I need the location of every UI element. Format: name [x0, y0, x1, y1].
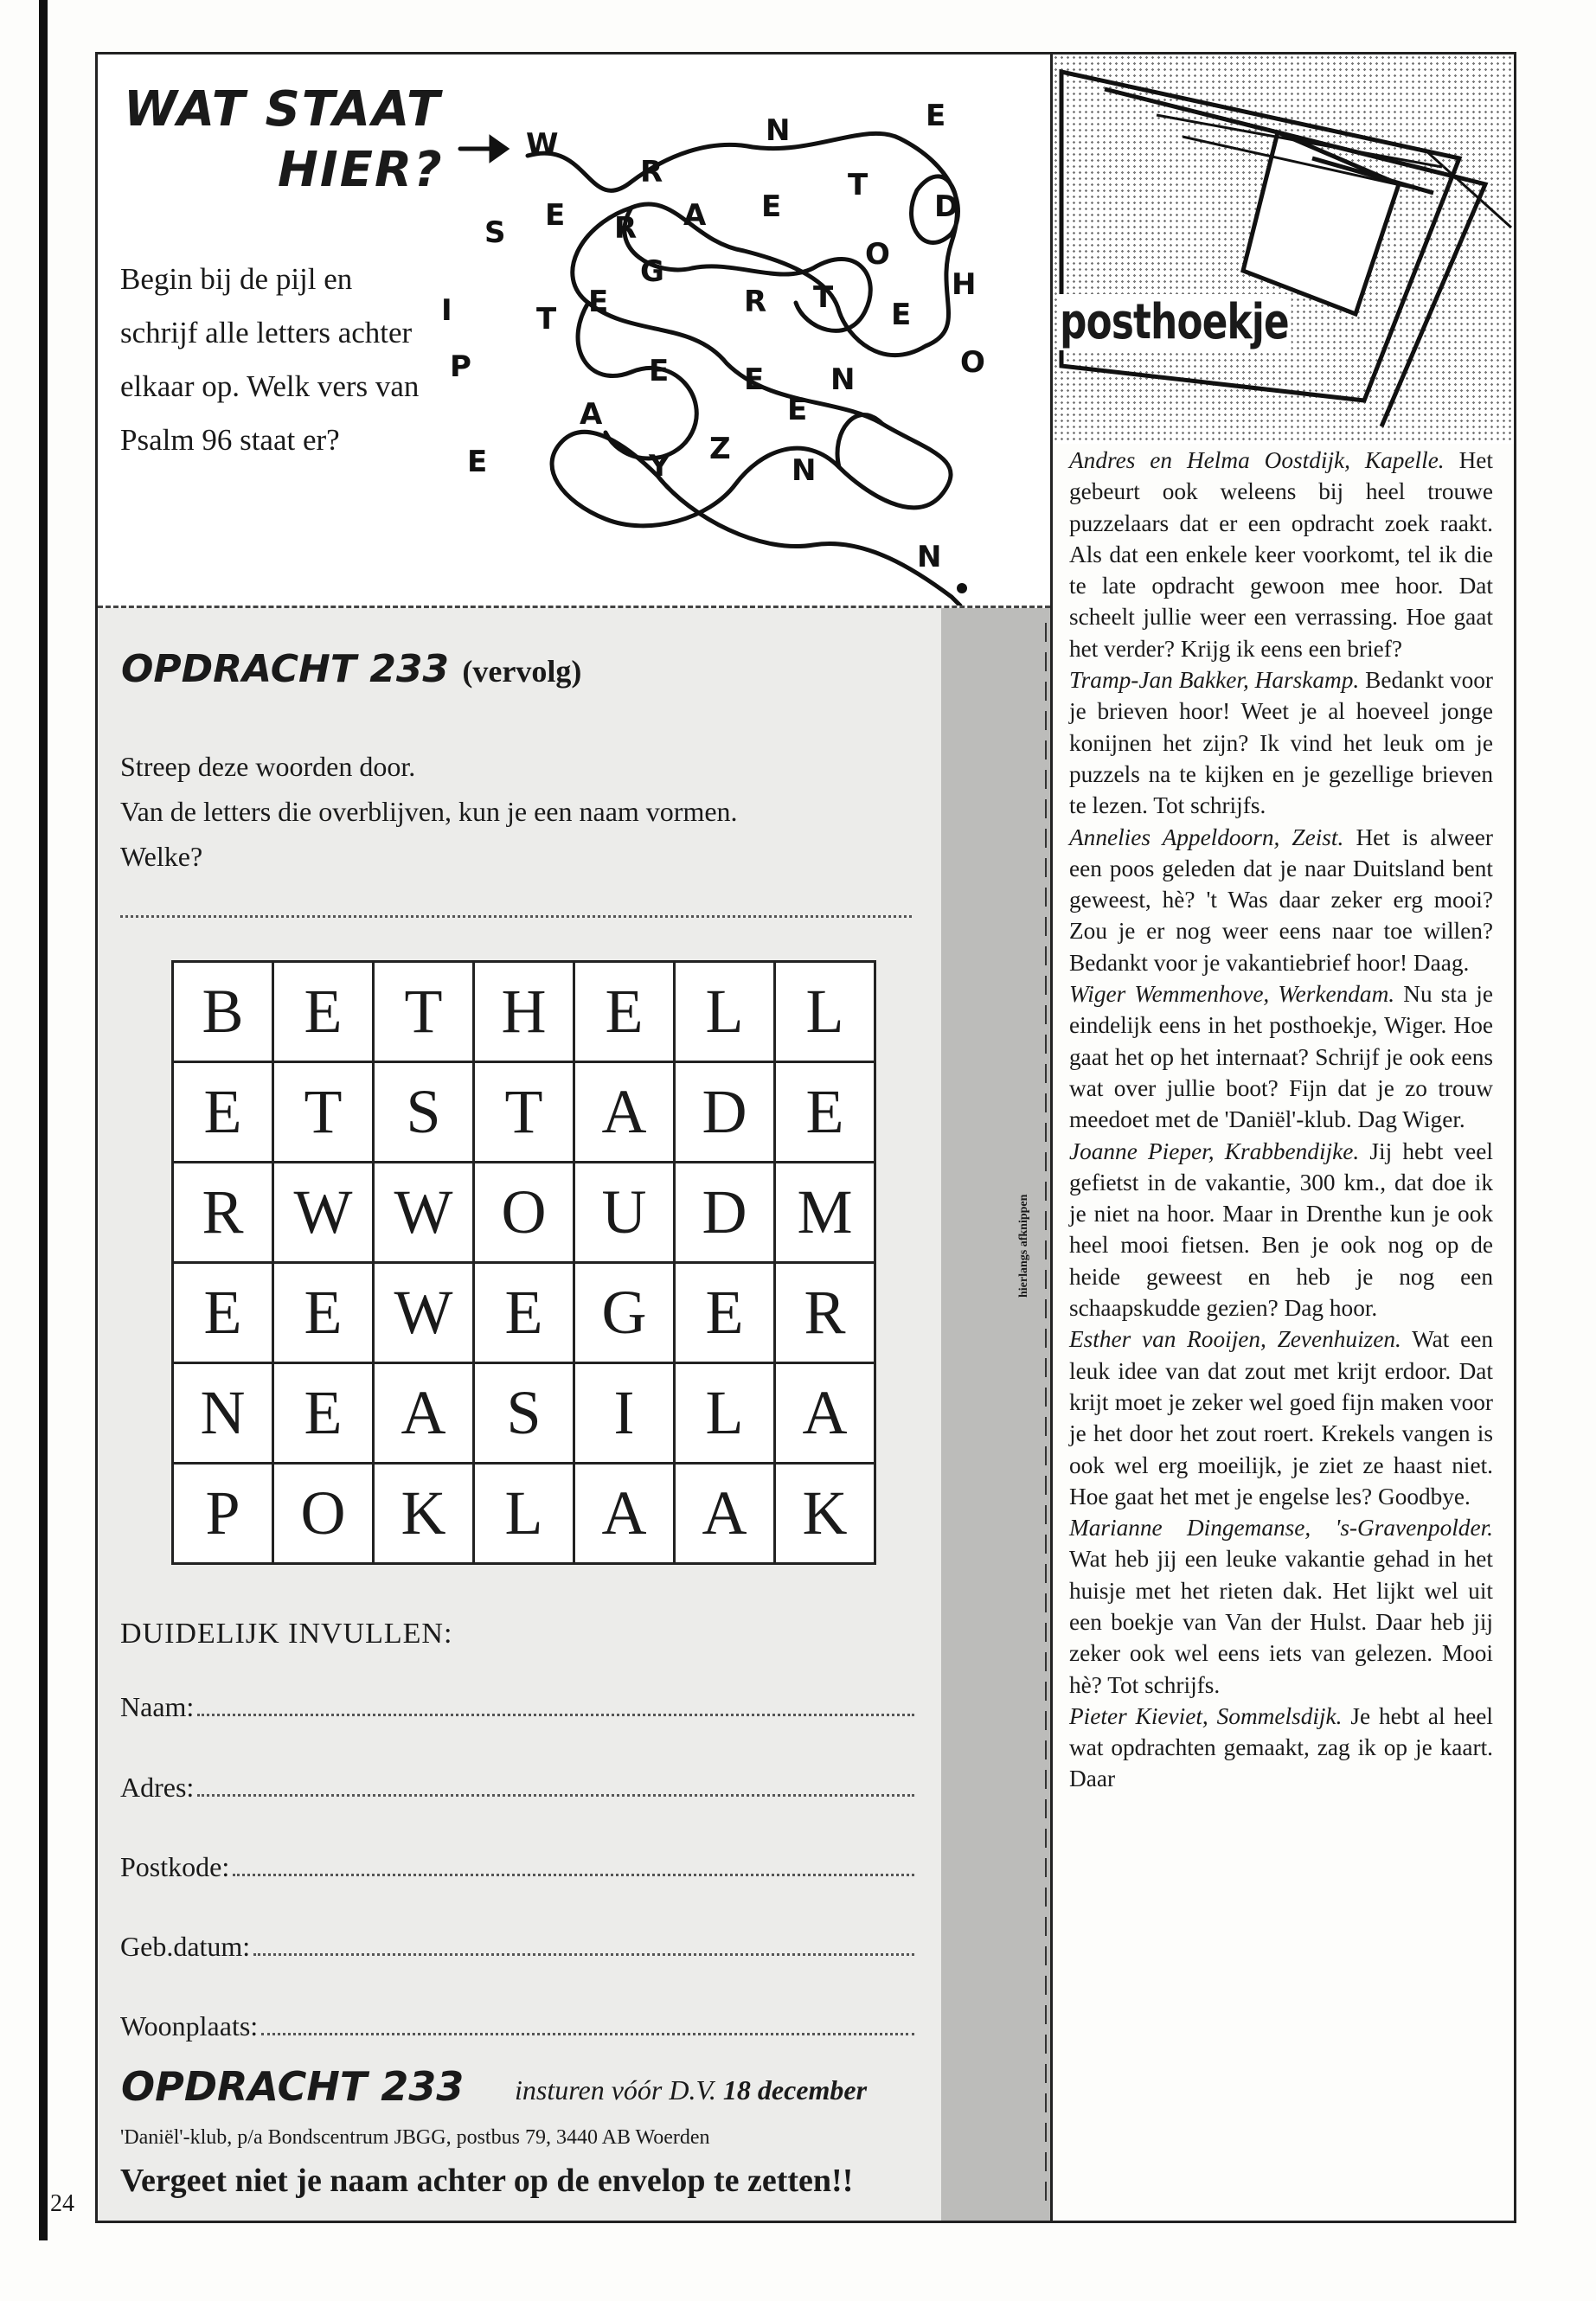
reminder: Vergeet niet je naam achter op de envelop te zetten!! [120, 2163, 854, 2199]
letter-maze [433, 87, 1038, 606]
field-label: Naam: [120, 1691, 195, 1722]
grid-cell[interactable]: P [173, 1464, 273, 1564]
assignment-title [121, 647, 581, 691]
grid-cell[interactable]: A [374, 1363, 474, 1464]
posthoekje-title: posthoekje [1057, 294, 1292, 350]
page-edge-bar [39, 0, 48, 2240]
field-label: Geb.datum: [120, 1931, 251, 1962]
grid-cell[interactable]: E [273, 962, 374, 1062]
maze-letter: R [614, 211, 638, 246]
maze-letter: P [450, 349, 471, 384]
grid-cell[interactable]: E [775, 1062, 875, 1163]
maze-end-dot [957, 583, 967, 593]
puzzle-title [124, 80, 444, 201]
field-label: Postkode: [120, 1851, 230, 1882]
fill-in-heading: DUIDELIJK INVULLEN: [120, 1618, 453, 1650]
grid-cell[interactable]: O [273, 1464, 374, 1564]
letter-entry [1069, 664, 1493, 821]
letter-text: Wat een leuk idee van dat zout met krijt erdoor. Dat krijt moet je zeker wel goed fijn maken voor je het door het zout roert. Krekels vangen is ook wel erg moeilijk, je ziet ze haast niet. Hoe gaat het met je engelse les? Goodbye. [1069, 1326, 1493, 1509]
maze-letter: I [441, 293, 452, 328]
letter-writer: Marianne Dingemanse, 's-Gravenpolder. [1069, 1515, 1493, 1541]
letter-text: Nu sta je eindelijk eens in het posthoekje, Wiger. Hoe gaat het op het internaat? Schrijf je ook eens wat over jullie boot? Fijn dat je zo trouw meedoet met de 'Daniël'-klub. Dag Wiger. [1069, 981, 1493, 1133]
maze-letter: W [526, 127, 559, 162]
grid-cell[interactable]: D [675, 1062, 775, 1163]
grid-cell[interactable]: L [775, 962, 875, 1062]
maze-loop-3 [837, 415, 882, 467]
field-dotline[interactable] [261, 2033, 914, 2035]
maze-letter: N [830, 362, 856, 397]
assignment-subtitle: (vervolg) [462, 654, 582, 689]
maze-letter: O [960, 345, 985, 380]
mailing-address: 'Daniël'-klub, p/a Bondscentrum JBGG, postbus 79, 3440 AB Woerden [120, 2126, 710, 2149]
grid-cell[interactable]: S [374, 1062, 474, 1163]
grid-row [173, 962, 875, 1062]
maze-letter: N [917, 540, 942, 574]
maze-letter: T [536, 302, 557, 336]
grid-cell[interactable]: K [374, 1464, 474, 1564]
letter-entry [1069, 1324, 1493, 1512]
grid-cell[interactable]: H [474, 962, 574, 1062]
grid-cell[interactable]: E [675, 1263, 775, 1363]
grid-row [173, 1464, 875, 1564]
grid-cell[interactable]: I [574, 1363, 675, 1464]
grid-cell[interactable]: E [574, 962, 675, 1062]
grid-cell[interactable]: G [574, 1263, 675, 1363]
grid-row [173, 1062, 875, 1163]
grid-cell[interactable]: K [775, 1464, 875, 1564]
instruction-line: Welke? [120, 841, 203, 872]
envelope-graphic [1053, 54, 1514, 444]
grid-cell[interactable]: M [775, 1163, 875, 1263]
grid-cell[interactable]: W [374, 1163, 474, 1263]
maze-letter: E [891, 298, 912, 332]
grid-cell[interactable]: O [474, 1163, 574, 1263]
grid-cell[interactable]: E [273, 1363, 374, 1464]
field-dotline[interactable] [197, 1714, 914, 1716]
maze-letter: T [813, 280, 834, 315]
maze-letter: A [683, 198, 707, 233]
maze-letter: E [588, 285, 609, 319]
assignment-title-text: OPDRACHT 233 [121, 647, 450, 691]
postcode-field[interactable] [120, 1851, 914, 1883]
grid-cell[interactable]: W [273, 1163, 374, 1263]
grid-cell[interactable]: S [474, 1363, 574, 1464]
maze-letter: R [640, 155, 663, 189]
letter-entry [1069, 1512, 1493, 1701]
grid-cell[interactable]: A [574, 1062, 675, 1163]
word-grid [171, 960, 876, 1565]
page-number: 24 [50, 2190, 74, 2217]
coupon-gray-strip [941, 608, 1050, 2221]
letter-writer: Tramp-Jan Bakker, Harskamp. [1069, 667, 1360, 694]
grid-cell[interactable]: L [474, 1464, 574, 1564]
maze-letter: E [787, 393, 808, 427]
instruction-line: Van de letters die overblijven, kun je een naam vormen. [120, 796, 738, 827]
letter-writer: Wiger Wemmenhove, Werkendam. [1069, 981, 1395, 1008]
maze-letter: E [744, 362, 765, 397]
maze-letter: S [484, 215, 506, 250]
letter-text: Bedankt voor je brieven hoor! Weet je al hoeveel jonge konijnen het zijn? Ik vind het leuk om je puzzels na te kijken en je gezellige brieven te lezen. Tot schrijfs. [1069, 667, 1494, 819]
field-label: Woonplaats: [120, 2010, 259, 2041]
letter-writer: Esther van Rooijen, Zevenhuizen. [1069, 1326, 1401, 1353]
maze-letter: D [934, 189, 959, 224]
grid-cell[interactable]: L [675, 1363, 775, 1464]
grid-cell[interactable]: R [173, 1163, 273, 1263]
maze-letter: T [848, 168, 869, 202]
cut-label-vertical: hierlangs afknippen [1017, 1194, 1030, 1298]
grid-cell[interactable]: D [675, 1163, 775, 1263]
letter-text: Wat heb jij een leuke vakantie gehad in het huisje met het rieten dak. Het lijkt wel uit een boekje van Van der Hulst. Daar heb jij zeker ook wel eens iets van gelezen. Mooi hè? Tot schrijfs. [1069, 1546, 1493, 1698]
letters-column [1069, 445, 1493, 1795]
maze-letter: O [865, 237, 890, 272]
maze-letter: Y [649, 449, 670, 484]
grid-cell[interactable]: E [474, 1263, 574, 1363]
maze-letter: E [649, 354, 670, 388]
maze-letter: E [926, 99, 946, 133]
grid-cell[interactable]: T [474, 1062, 574, 1163]
grid-cell[interactable]: T [374, 962, 474, 1062]
instruction-line: Streep deze woorden door. [120, 751, 416, 782]
grid-cell[interactable]: L [675, 962, 775, 1062]
grid-row [173, 1363, 875, 1464]
birthdate-field[interactable] [120, 1931, 914, 1963]
grid-cell[interactable]: E [173, 1263, 273, 1363]
letter-writer: Joanne Pieper, Krabbendijke. [1069, 1138, 1360, 1164]
grid-cell[interactable]: W [374, 1263, 474, 1363]
field-dotline[interactable] [233, 1874, 914, 1876]
letter-entry [1069, 1701, 1493, 1795]
cut-rule-right [1045, 623, 1047, 2206]
field-label: Adres: [120, 1772, 195, 1803]
grid-cell[interactable]: U [574, 1163, 675, 1263]
maze-letter: H [952, 267, 977, 302]
grid-row [173, 1263, 875, 1363]
letter-text: Het gebeurt ook weleens bij heel trouwe puzzelaars dat er een opdracht zoek raakt. Als dat een enkele keer voorkomt, tel ik die te late opdracht gewoon mee hoor. Dat scheelt jullie weer een verrassing. Hoe gaat het verder? Krijg ik eens een brief? [1069, 447, 1493, 662]
assignment-title-bottom: OPDRACHT 233 [121, 2063, 465, 2110]
grid-cell[interactable]: E [173, 1062, 273, 1163]
grid-cell[interactable]: B [173, 962, 273, 1062]
letter-entry [1069, 445, 1493, 664]
maze-letter: E [467, 445, 488, 479]
deadline [515, 2074, 867, 2106]
letter-entry [1069, 1136, 1493, 1324]
maze-letter: Z [709, 432, 731, 466]
grid-row [173, 1163, 875, 1263]
residence-field[interactable] [120, 2010, 914, 2042]
maze-letter: N [766, 113, 791, 148]
grid-cell[interactable]: A [574, 1464, 675, 1564]
letter-entry [1069, 978, 1493, 1135]
grid-cell[interactable]: E [273, 1263, 374, 1363]
maze-letter: R [744, 285, 767, 319]
puzzle-instruction: Begin bij de pijl en schrijf alle letters achter elkaar op. Welk vers van Psalm 96 staat er? [120, 262, 420, 457]
maze-letter: A [580, 397, 603, 432]
grid-cell[interactable]: N [173, 1363, 273, 1464]
letter-writer: Annelies Appeldoorn, Zeist. [1069, 824, 1344, 850]
maze-letter: E [761, 189, 782, 224]
letter-writer: Pieter Kieviet, Sommelsdijk. [1069, 1702, 1343, 1729]
address-field[interactable] [120, 1772, 914, 1804]
field-dotline[interactable] [197, 1794, 914, 1797]
puzzle-title-line2: HIER? [278, 142, 444, 198]
grid-cell[interactable]: T [273, 1062, 374, 1163]
grid-cell[interactable]: R [775, 1263, 875, 1363]
grid-cell[interactable]: A [675, 1464, 775, 1564]
deadline-prefix: insturen vóór D.V. [515, 2074, 716, 2106]
start-arrow-head [491, 138, 506, 159]
field-dotline[interactable] [253, 1953, 914, 1956]
maze-letter: N [792, 453, 817, 488]
letter-entry [1069, 822, 1493, 978]
answer-line[interactable] [120, 915, 912, 918]
letter-text: Je hebt al heel wat opdrachten gemaakt, zag ik op je kaart. Daar [1069, 1702, 1494, 1792]
posthoekje-header-art [1053, 54, 1514, 444]
assignment-instruction [120, 744, 933, 879]
grid-cell[interactable]: A [775, 1363, 875, 1464]
letter-text: Jij hebt veel gefietst in de vakantie, 300 km., dat doe ik je niet na hoor. Maar in Drenthe kun je ook heel mooi fietsen. Ben je ook nog op de heide geweest en heb je nog een schaapskudde gezien? Dag hoor. [1069, 1138, 1493, 1322]
maze-letter: E [545, 198, 566, 233]
maze-letter: G [640, 254, 664, 289]
puzzle-title-line1: WAT STAAT [124, 81, 442, 138]
letter-text: Het is alweer een poos geleden dat je naar Duitsland bent geweest, hè? 't Was daar zeker erg mooi? Zou je er nog weer eens naar toe willen? Bedankt voor je vakantiebrief hoor! Daag. [1069, 824, 1493, 976]
deadline-date: 18 december [722, 2074, 868, 2106]
letter-writer: Andres en Helma Oostdijk, Kapelle. [1069, 447, 1445, 473]
name-field[interactable] [120, 1691, 914, 1723]
